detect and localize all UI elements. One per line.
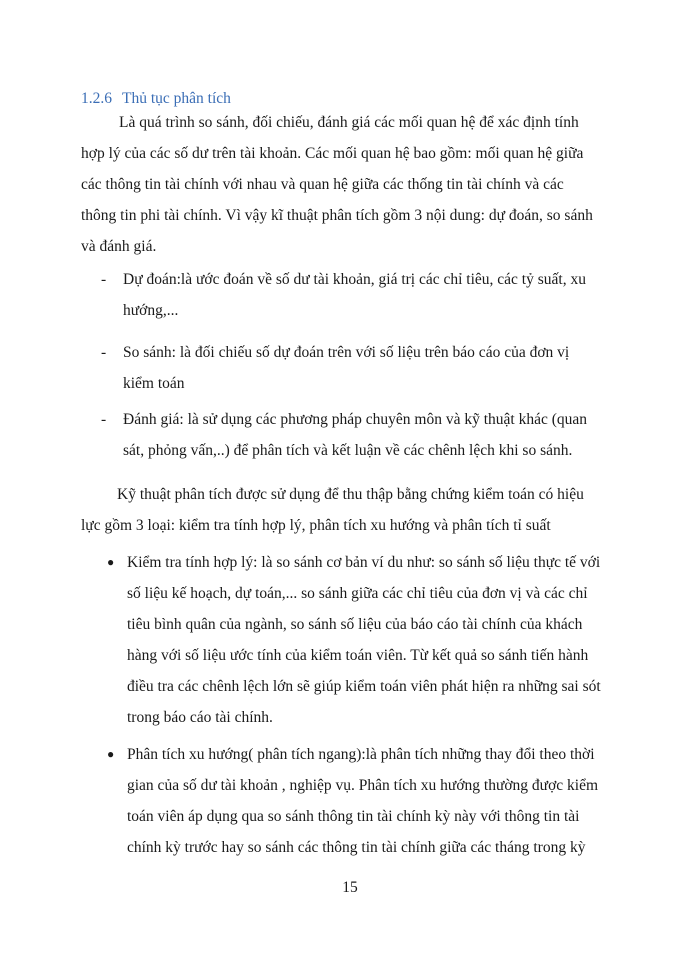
list-item-line: điều tra các chênh lệch lớn sẽ giúp kiểm toán viên phát hiện ra những sai sót — [127, 678, 601, 695]
list-item-line: toán viên áp dụng qua so sánh thông tin tài chính kỳ này với thông tin tài — [127, 808, 580, 825]
list-item-line: sát, phỏng vấn,..) để phân tích và kết luận về các chênh lệch khi so sánh. — [123, 442, 573, 459]
list-item-line: So sánh: là đối chiếu số dự đoán trên với số liệu trên báo cáo của đơn vị — [123, 344, 570, 361]
paragraph-line: các thông tin tài chính với nhau và quan hệ giữa các thống tin tài chính và các — [81, 176, 564, 193]
dash-marker: - — [101, 411, 107, 428]
list-item-line: trong báo cáo tài chính. — [127, 709, 273, 726]
paragraph-line: và đánh giá. — [81, 238, 157, 255]
middle-paragraph — [81, 479, 611, 541]
paragraph-line: thông tin phi tài chính. Vì vậy kĩ thuật phân tích gồm 3 nội dung: dự đoán, so sánh — [81, 207, 593, 224]
bullet-icon: ● — [107, 747, 115, 761]
list-item-line: Phân tích xu hướng( phân tích ngang):là phân tích những thay đổi theo thời — [127, 746, 595, 763]
section-number: 1.2.6 — [81, 90, 112, 107]
list-item-line: gian của số dư tài khoản , nghiệp vụ. Phân tích xu hướng thường được kiểm — [127, 777, 599, 794]
section-title: Thủ tục phân tích — [122, 90, 231, 107]
dash-marker: - — [101, 344, 107, 361]
list-item-line: Kiểm tra tính hợp lý: là so sánh cơ bản ví du như: so sánh số liệu thực tế với — [127, 554, 601, 571]
dash-marker: - — [101, 271, 107, 288]
list-item-line: hàng với số liệu ước tính của kiểm toán viên. Từ kết quả so sánh tiến hành — [127, 647, 589, 664]
list-item-line: tiêu bình quân của ngành, so sánh số liệu của báo cáo tài chính của khách — [127, 616, 583, 633]
paragraph-line: lực gồm 3 loại: kiểm tra tính hợp lý, phân tích xu hướng và phân tích tỉ suất — [81, 517, 551, 534]
paragraph-line: hợp lý của các số dư trên tài khoản. Các mối quan hệ bao gồm: mối quan hệ giữa — [81, 145, 584, 162]
paragraph-line: Kỹ thuật phân tích được sử dụng để thu thập bằng chứng kiểm toán có hiệu — [117, 486, 584, 503]
list-item-line: số liệu kế hoạch, dự toán,... so sánh giữa các chỉ tiêu của đơn vị và các chỉ — [127, 585, 588, 602]
section-heading — [81, 90, 231, 108]
paragraph-line: Là quá trình so sánh, đối chiếu, đánh giá các mối quan hệ để xác định tính — [119, 114, 579, 131]
intro-paragraph — [81, 107, 611, 262]
bullet-icon: ● — [107, 555, 115, 569]
list-item-line: Dự đoán:là ước đoán về số dư tài khoản, giá trị các chỉ tiêu, các tỷ suất, xu — [123, 271, 586, 288]
list-item-line: Đánh giá: là sử dụng các phương pháp chuyên môn và kỹ thuật khác (quan — [123, 411, 588, 428]
list-item-line: hướng,... — [123, 302, 179, 319]
list-item-line: kiểm toán — [123, 375, 185, 392]
list-item-line: chính kỳ trước hay so sánh các thông tin tài chính giữa các tháng trong kỳ — [127, 839, 586, 856]
page-number: 15 — [342, 879, 358, 896]
